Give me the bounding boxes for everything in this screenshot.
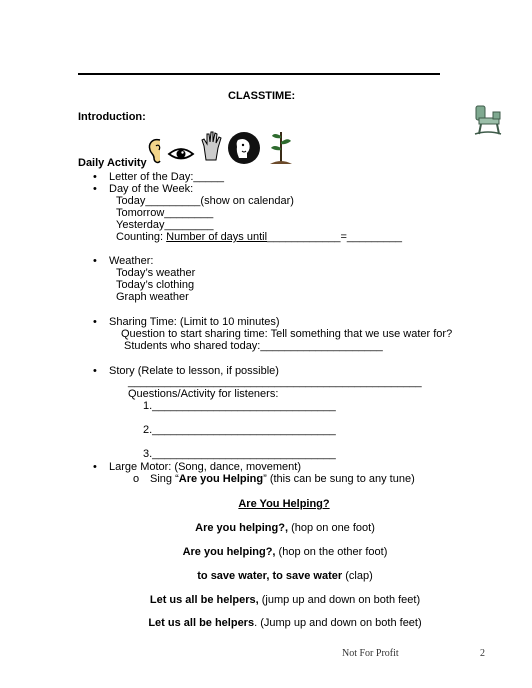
bullet: •	[93, 171, 97, 183]
day-of-week: Day of the Week:	[109, 183, 194, 195]
song-line-rest: (jump up and down on both feet)	[258, 594, 421, 606]
chair-icon	[473, 104, 503, 139]
graph-weather: Graph weather	[116, 291, 189, 303]
question-2: 2.______________________________	[143, 424, 336, 436]
sub-bullet: o	[133, 473, 140, 485]
bullet: •	[93, 461, 97, 473]
song-line-rest: . (Jump up and down on both feet)	[254, 617, 422, 629]
hand-icon	[199, 130, 223, 165]
sing-line	[150, 473, 415, 485]
story-heading: Story (Relate to lesson, if possible)	[109, 365, 279, 377]
bullet: •	[93, 316, 97, 328]
sing-prefix: Sing “	[150, 473, 179, 485]
bullet: •	[93, 183, 97, 195]
counting-suffix: ____________=_________	[267, 231, 402, 243]
tomorrow-line: Tomorrow________	[116, 207, 214, 219]
sharing-time: Sharing Time: (Limit to 10 minutes)	[109, 316, 280, 328]
sing-bold: Are you Helping	[178, 473, 264, 485]
todays-weather: Today’s weather	[116, 267, 196, 279]
song-line-rest: (hop on one foot)	[288, 522, 375, 534]
song-line-bold: Are you helping?,	[195, 522, 289, 534]
todays-clothing: Today’s clothing	[116, 279, 195, 291]
top-rule	[78, 73, 440, 75]
bullet: •	[93, 255, 97, 267]
song-line-bold: to save water, to save water	[197, 570, 343, 582]
song-line	[78, 546, 492, 558]
counting-line	[116, 231, 402, 243]
song-line	[78, 617, 492, 629]
plant-icon	[268, 128, 294, 169]
footer-text: Not For Profit	[342, 648, 399, 659]
story-line: ________________________________________________	[128, 376, 422, 388]
large-motor: Large Motor: (Song, dance, movement)	[109, 461, 301, 473]
counting-prefix: Counting:	[116, 231, 167, 243]
song-title: Are You Helping?	[238, 498, 330, 510]
letter-of-day: Letter of the Day:_____	[109, 171, 224, 183]
head-icon	[227, 131, 261, 168]
song-line-bold: Let us all be helpers	[148, 617, 255, 629]
today-line: Today_________(show on calendar)	[116, 195, 294, 207]
song-line-rest: (hop on the other foot)	[275, 546, 388, 558]
bullet: •	[93, 365, 97, 377]
daily-activity-label: Daily Activity	[78, 157, 147, 169]
song-line-rest: (clap)	[342, 570, 373, 582]
counting-underlined: Number of days until	[166, 231, 268, 243]
eye-icon	[167, 145, 195, 166]
page-number: 2	[480, 648, 485, 659]
sing-suffix: ” (this can be sung to any tune)	[263, 473, 415, 485]
song-line	[78, 570, 492, 582]
yesterday-line: Yesterday________	[116, 219, 214, 231]
students-shared: Students who shared today:____________________	[124, 340, 383, 352]
weather-heading: Weather:	[109, 255, 154, 267]
question-1: 1.______________________________	[143, 400, 336, 412]
song-line	[78, 594, 492, 606]
page-title: CLASSTIME:	[228, 90, 296, 102]
song-line-bold: Are you helping?,	[182, 546, 276, 558]
sharing-question: Question to start sharing time: Tell something that we use water for?	[121, 328, 453, 340]
song-line	[78, 522, 492, 534]
ear-icon	[146, 136, 166, 169]
questions-label: Questions/Activity for listeners:	[128, 388, 279, 400]
song-line-bold: Let us all be helpers,	[149, 594, 259, 606]
question-3: 3.______________________________	[143, 448, 336, 460]
introduction-label: Introduction:	[78, 111, 146, 123]
